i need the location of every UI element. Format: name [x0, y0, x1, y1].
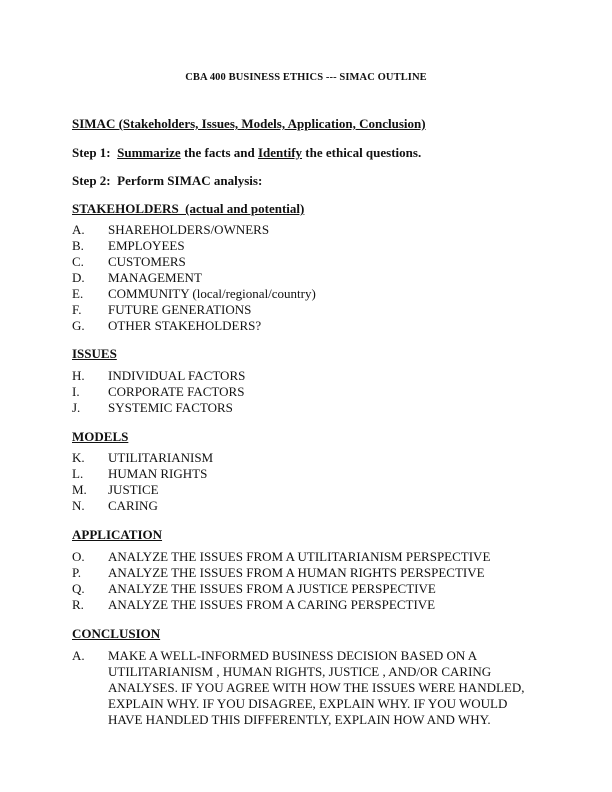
application-heading: APPLICATION	[72, 527, 163, 542]
step-2-line: Step 2: Perform SIMAC analysis:	[72, 173, 263, 188]
step-1-suffix: the ethical questions.	[305, 145, 422, 160]
item-letter: P.	[72, 565, 82, 580]
item-text: UTILITARIANISM	[108, 450, 214, 465]
document-title: CBA 400 BUSINESS ETHICS --- SIMAC OUTLINE	[185, 72, 427, 83]
item-text: OTHER STAKEHOLDERS?	[108, 318, 262, 333]
item-text: CORPORATE FACTORS	[108, 384, 245, 399]
stakeholders-list	[72, 222, 316, 334]
item-letter: H.	[72, 368, 85, 383]
conclusion-text: MAKE A WELL-INFORMED BUSINESS DECISION BASED ON A UTILITARIANISM , HUMAN RIGHTS, JUSTICE , AND/OR CARING ANALYSES. IF YOU AGREE WITH HOW THE ISSUES WERE HANDLED, EXPLAIN WHY. IF YOU DISAGREE, EXPLAIN WHY. IF YOU WOULD HAVE HANDLED THIS DIFFERENTLY, EXPLAIN HOW AND WHY.	[108, 648, 525, 727]
list-item	[72, 498, 213, 514]
models-list	[72, 450, 213, 514]
item-letter: A.	[72, 648, 85, 663]
item-text: ANALYZE THE ISSUES FROM A JUSTICE PERSPECTIVE	[108, 581, 436, 596]
list-item	[72, 368, 245, 384]
item-text: HUMAN RIGHTS	[108, 466, 208, 481]
item-letter: K.	[72, 450, 85, 465]
application-list	[72, 549, 490, 613]
list-item	[72, 581, 490, 597]
item-text: COMMUNITY (local/regional/country)	[108, 286, 316, 301]
conclusion-item	[72, 648, 542, 728]
list-item	[72, 286, 316, 302]
item-letter: F.	[72, 302, 82, 317]
item-letter: I.	[72, 384, 80, 399]
item-text: CUSTOMERS	[108, 254, 186, 269]
list-item	[72, 400, 245, 416]
list-item	[72, 384, 245, 400]
item-text: EMPLOYEES	[108, 238, 185, 253]
item-text: SHAREHOLDERS/OWNERS	[108, 222, 270, 237]
item-text: INDIVIDUAL FACTORS	[108, 368, 246, 383]
issues-heading: ISSUES	[72, 346, 117, 361]
item-letter: G.	[72, 318, 85, 333]
conclusion-heading: CONCLUSION	[72, 626, 161, 641]
item-letter: L.	[72, 466, 84, 481]
stakeholders-heading: STAKEHOLDERS (actual and potential)	[72, 201, 305, 216]
step-1-summarize: Summarize	[117, 145, 181, 160]
list-item	[72, 222, 316, 238]
item-text: CARING	[108, 498, 158, 513]
item-letter: R.	[72, 597, 84, 612]
list-item	[72, 597, 490, 613]
item-text: SYSTEMIC FACTORS	[108, 400, 233, 415]
item-letter: E.	[72, 286, 84, 301]
item-letter: D.	[72, 270, 85, 285]
item-letter: B.	[72, 238, 84, 253]
step-1-prefix: Step 1:	[72, 145, 111, 160]
list-item	[72, 270, 316, 286]
list-item	[72, 302, 316, 318]
item-text: MANAGEMENT	[108, 270, 202, 285]
list-item	[72, 254, 316, 270]
item-text: ANALYZE THE ISSUES FROM A CARING PERSPECTIVE	[108, 597, 436, 612]
item-letter: M.	[72, 482, 87, 497]
list-item	[72, 318, 316, 334]
item-letter: Q.	[72, 581, 85, 596]
item-text: FUTURE GENERATIONS	[108, 302, 252, 317]
item-letter: J.	[72, 400, 81, 415]
models-heading: MODELS	[72, 429, 129, 444]
simac-heading: SIMAC (Stakeholders, Issues, Models, Application, Conclusion)	[72, 116, 426, 131]
item-letter: C.	[72, 254, 84, 269]
item-letter: N.	[72, 498, 85, 513]
item-text: ANALYZE THE ISSUES FROM A HUMAN RIGHTS PERSPECTIVE	[108, 565, 485, 580]
list-item	[72, 466, 213, 482]
item-text: JUSTICE	[108, 482, 159, 497]
list-item	[72, 482, 213, 498]
list-item	[72, 565, 490, 581]
step-1-identify: Identify	[257, 145, 303, 160]
list-item	[72, 450, 213, 466]
list-item	[72, 549, 490, 565]
step-1-line	[72, 145, 421, 161]
step-1-middle: the facts and	[183, 145, 255, 160]
item-text: ANALYZE THE ISSUES FROM A UTILITARIANISM PERSPECTIVE	[108, 549, 491, 564]
item-letter: A.	[72, 222, 85, 237]
item-letter: O.	[72, 549, 85, 564]
issues-list	[72, 368, 245, 416]
list-item	[72, 238, 316, 254]
